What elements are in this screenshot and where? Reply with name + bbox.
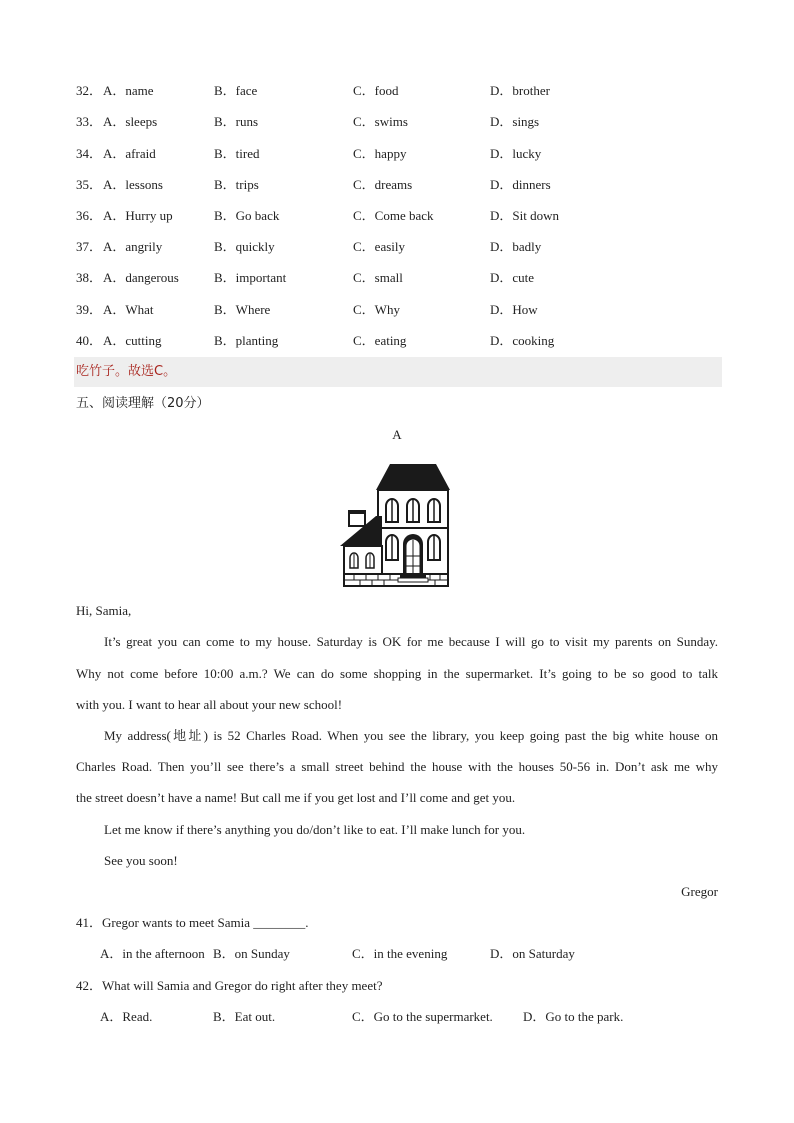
option-a: A．sleeps: [103, 114, 158, 129]
option-c: C．happy: [353, 146, 407, 161]
question-number: 33．: [76, 114, 103, 129]
option-c: C．easily: [353, 239, 405, 254]
passage-label: A: [392, 427, 402, 442]
option-d: D．cooking: [490, 333, 555, 348]
question-number: 37．: [76, 239, 103, 254]
option-c: C．dreams: [353, 177, 413, 192]
option-d: D．sings: [490, 114, 540, 129]
option-b: B．face: [214, 83, 258, 98]
option-b: B．important: [214, 270, 287, 285]
letter-line: It’s great you can come to my house. Saturday is OK for me because I will go to visit my parents on Sunday.: [104, 634, 718, 649]
option-b: B．runs: [214, 114, 259, 129]
option-a: A．lessons: [103, 177, 163, 192]
option-d: D．Sit down: [490, 208, 559, 223]
option-c: C．in the evening: [352, 946, 448, 961]
letter-line: Let me know if there’s anything you do/don’t like to eat. I’ll make lunch for you.: [104, 822, 526, 837]
option-a: A．What: [103, 302, 154, 317]
option-a: A．name: [103, 83, 154, 98]
option-a: A．angrily: [103, 239, 163, 254]
option-c: C．Why: [353, 302, 400, 317]
option-d: D．Go to the park.: [523, 1009, 624, 1024]
option-d: D．How: [490, 302, 538, 317]
option-row-39: [76, 300, 726, 320]
option-c: C．eating: [353, 333, 407, 348]
option-b: B．tired: [214, 146, 260, 161]
option-row-36: [76, 206, 726, 226]
option-b: B．on Sunday: [213, 946, 290, 961]
section-title: 五、阅读理解（20分）: [76, 396, 210, 411]
option-c: C．food: [353, 83, 399, 98]
option-a: A．Read.: [100, 1009, 153, 1024]
option-a: A．Hurry up: [103, 208, 173, 223]
option-row-40: [76, 331, 726, 351]
letter-line: the street doesn’t have a name! But call me if you get lost and I’ll come and get you.: [76, 790, 516, 805]
house-illustration: [340, 460, 452, 588]
letter-greeting: Hi, Samia,: [76, 603, 132, 618]
option-c: C．small: [353, 270, 403, 285]
option-row-34: [76, 144, 726, 164]
option-a: A．in the afternoon: [100, 946, 205, 961]
option-d: D．brother: [490, 83, 550, 98]
option-b: B．Go back: [214, 208, 280, 223]
question-number: 38．: [76, 270, 103, 285]
question-number: 34．: [76, 146, 103, 161]
option-a: A．cutting: [103, 333, 162, 348]
option-b: B．quickly: [214, 239, 275, 254]
question-number: 32．: [76, 83, 103, 98]
option-d: D．badly: [490, 239, 542, 254]
letter-line: See you soon!: [104, 853, 178, 868]
letter-line: Why not come before 10:00 a.m.? We can do some shopping in the supermarket. It’s going to be so good to talk: [76, 666, 718, 681]
letter-signature: Gregor: [681, 884, 718, 899]
option-d: D．cute: [490, 270, 535, 285]
letter-line: with you. I want to hear all about your new school!: [76, 697, 343, 712]
option-a: A．dangerous: [103, 270, 179, 285]
option-row-38: [76, 268, 726, 288]
option-d: D．on Saturday: [490, 946, 575, 961]
option-c: C．swims: [353, 114, 408, 129]
option-d: D．dinners: [490, 177, 551, 192]
option-b: B．planting: [214, 333, 279, 348]
question-number: 40．: [76, 333, 103, 348]
question-number: 35．: [76, 177, 103, 192]
question-number: 36．: [76, 208, 103, 223]
option-row-35: [76, 175, 726, 195]
question-stem-42: 42．What will Samia and Gregor do right after they meet?: [76, 978, 383, 993]
answer-explanation: 吃竹子。故选C。: [74, 357, 722, 387]
option-a: A．afraid: [103, 146, 156, 161]
option-row-32: [76, 81, 726, 101]
option-row-37: [76, 237, 726, 257]
question-number: 39．: [76, 302, 103, 317]
question-stem-41: 41．Gregor wants to meet Samia ________.: [76, 915, 309, 930]
option-d: D．lucky: [490, 146, 542, 161]
option-b: B．Where: [214, 302, 271, 317]
option-c: C．Go to the supermarket.: [352, 1009, 493, 1024]
option-b: B．Eat out.: [213, 1009, 276, 1024]
option-c: C．Come back: [353, 208, 434, 223]
letter-line: My address(地址) is 52 Charles Road. When you see the library, you keep going past the big white house on: [104, 728, 718, 743]
option-row-33: [76, 112, 726, 132]
letter-line: Charles Road. Then you’ll see there’s a small street behind the house with the houses 50-56 in. Don’t ask me why: [76, 759, 718, 774]
option-b: B．trips: [214, 177, 259, 192]
